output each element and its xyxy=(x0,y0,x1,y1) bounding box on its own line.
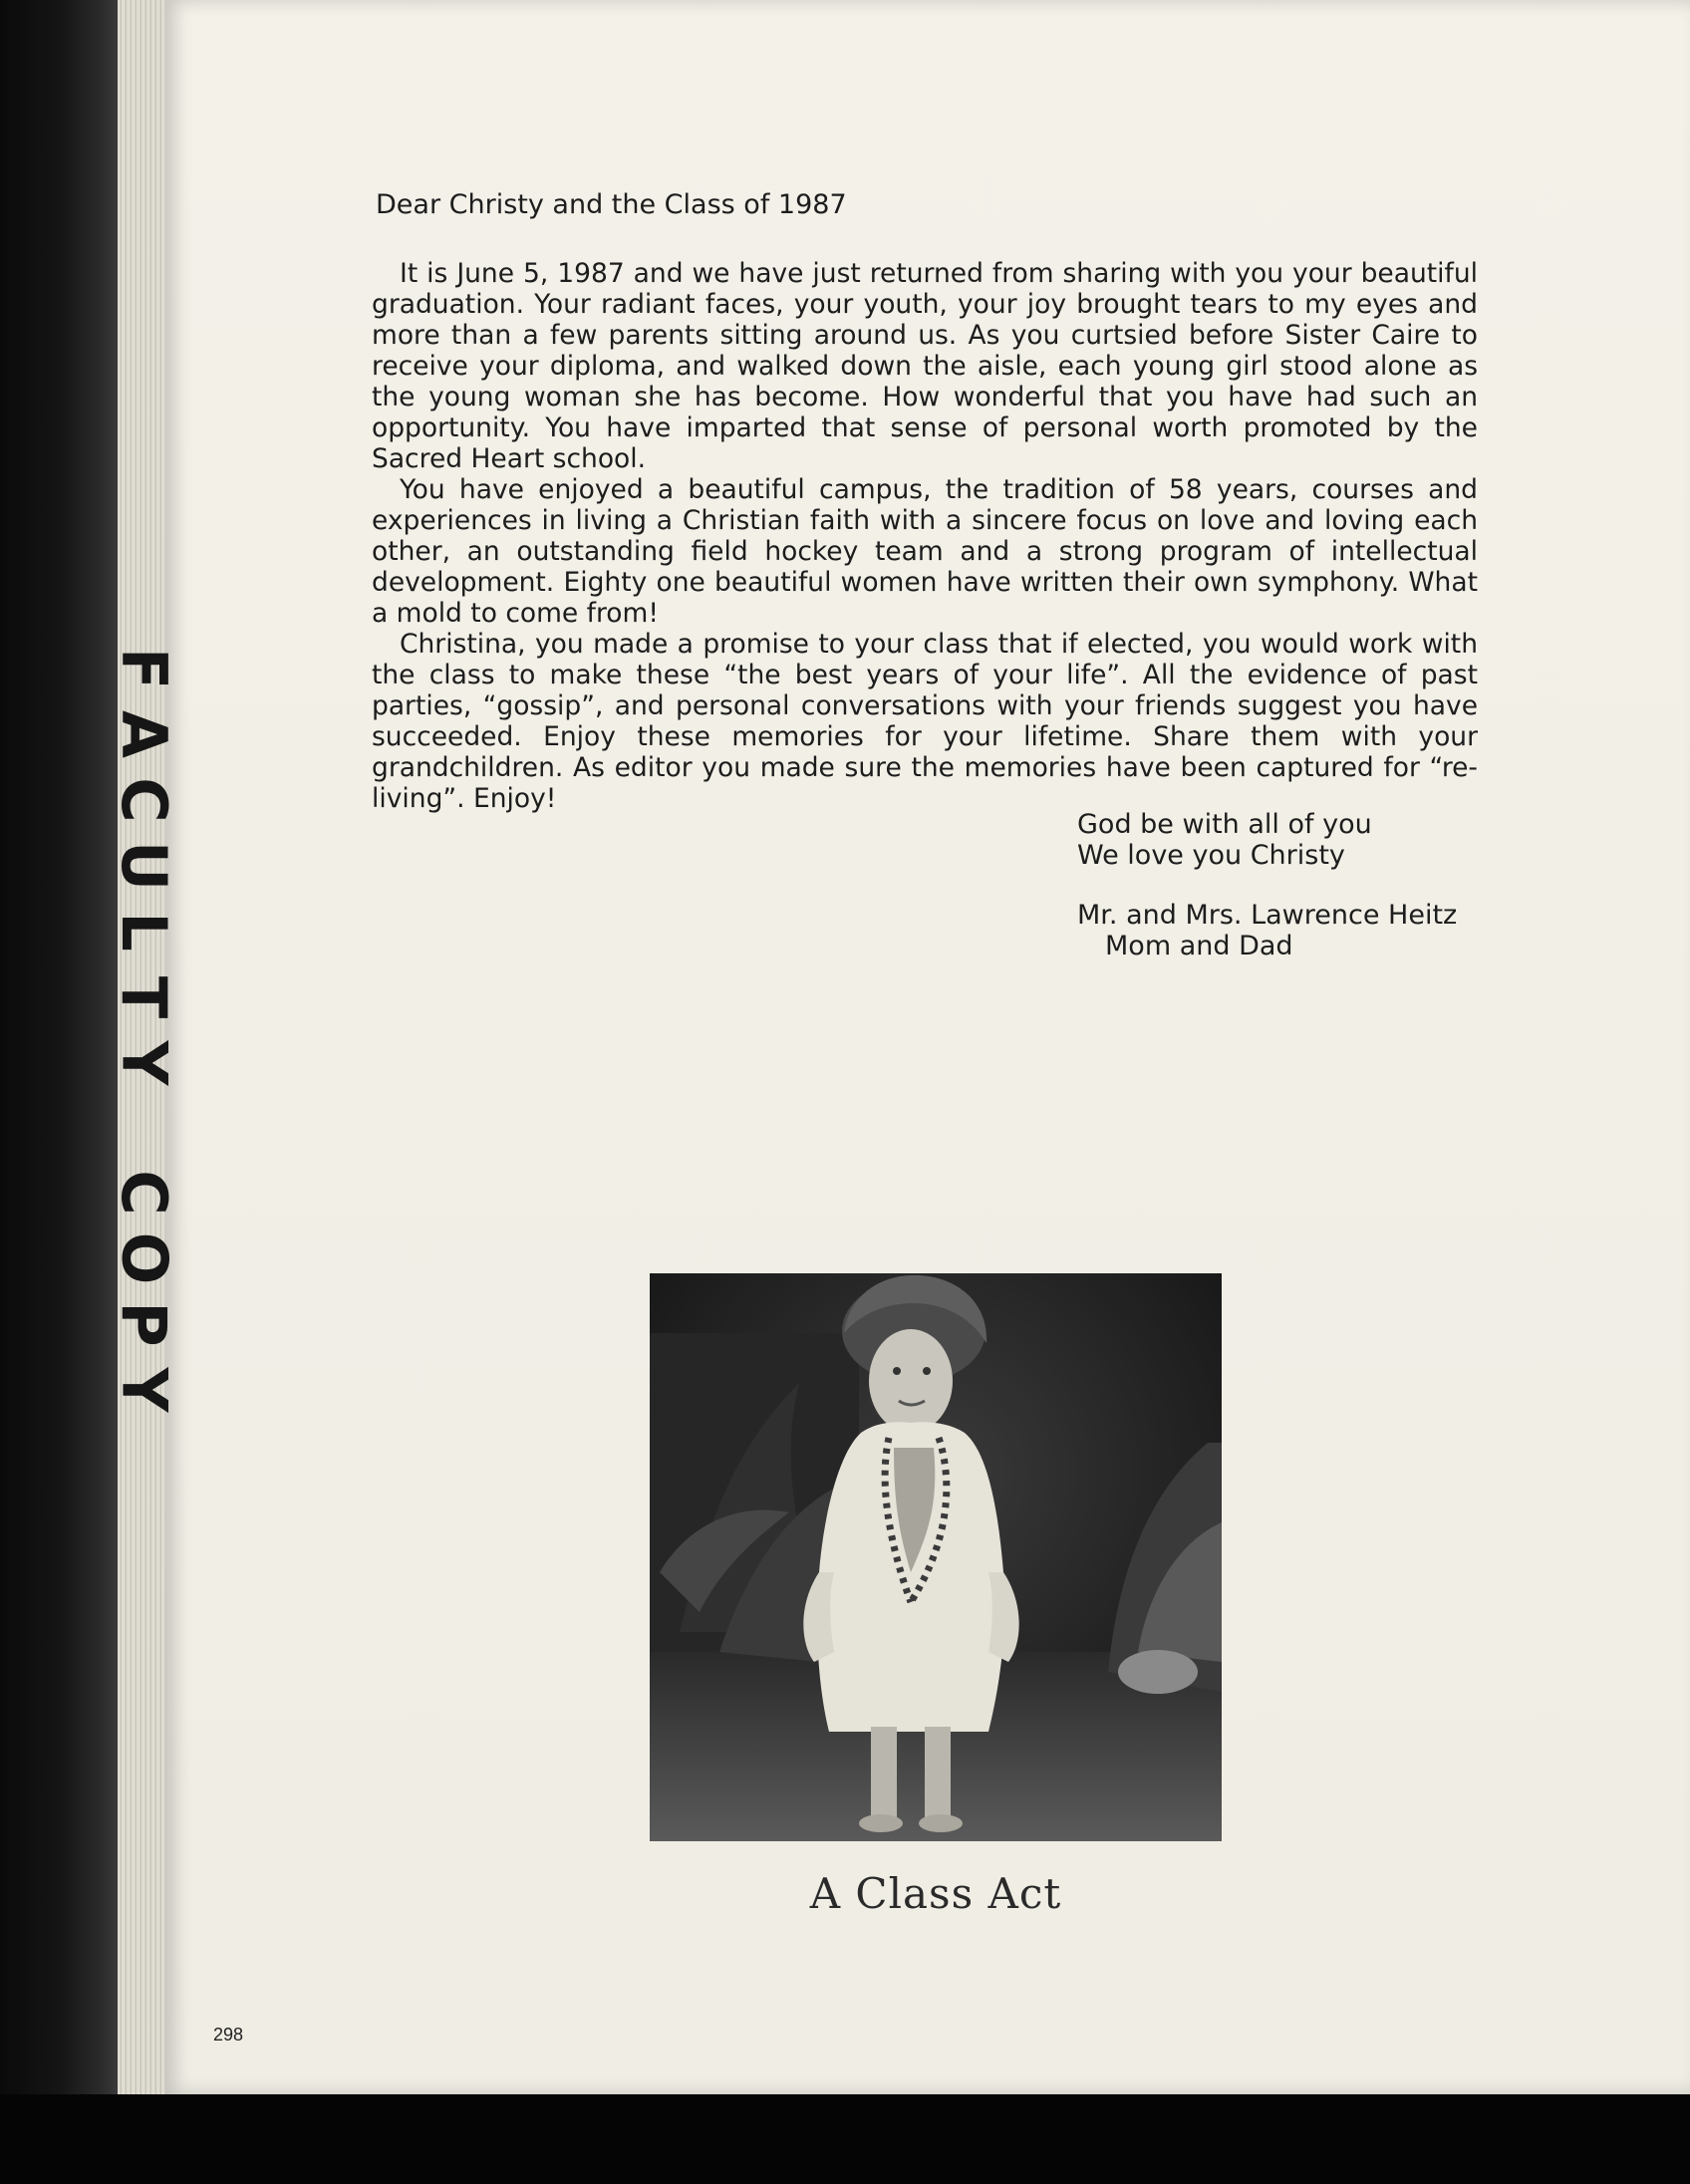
letter-paragraph: It is June 5, 1987 and we have just returned from sharing with you your beautiful graduation. Your radiant faces, your youth, your joy brought tears to my eyes and more than a few parents sitting around us. As you curtsied before Sister Caire to receive your diploma, and walked down the aisle, each young girl stood alone as the young woman she has become. How wonderful that you have had such an opportunity. You have imparted that sense of personal worth promoted by the Sacred Heart school. xyxy=(372,258,1478,474)
stamp-letter: U xyxy=(107,840,180,892)
child-photo xyxy=(650,1273,1222,1841)
stamp-letter: T xyxy=(107,975,180,1019)
signature-gap xyxy=(1077,871,1476,900)
letter-salutation: Dear Christy and the Class of 1987 xyxy=(376,189,847,220)
scan-border xyxy=(0,2094,1690,2184)
stamp-letter: Y xyxy=(108,1040,180,1086)
faculty-copy-stamp xyxy=(107,638,180,1475)
stamp-letter: F xyxy=(107,647,180,690)
book-spine xyxy=(0,0,118,2094)
letter-signature xyxy=(1077,809,1476,961)
signature-line: We love you Christy xyxy=(1077,840,1345,871)
stamp-letter: Y xyxy=(108,1367,180,1413)
signature-line: God be with all of you xyxy=(1077,809,1372,840)
signature-line: Mom and Dad xyxy=(1105,931,1293,961)
photo-caption: A Class Act xyxy=(809,1869,1062,1918)
stamp-letter: A xyxy=(107,710,180,758)
stamp-letter: L xyxy=(107,912,180,952)
page-number: 298 xyxy=(213,2025,244,2045)
stamp-letter: O xyxy=(108,1231,180,1285)
stamp-letter: P xyxy=(107,1301,180,1347)
stamp-letter: C xyxy=(107,777,180,823)
signature-line: Mr. and Mrs. Lawrence Heitz xyxy=(1077,900,1458,931)
photo-illustration xyxy=(650,1273,1222,1841)
stamp-letter: C xyxy=(107,1170,180,1216)
letter-paragraph: You have enjoyed a beautiful campus, the tradition of 58 years, courses and experiences in living a Christian faith with a sincere focus on love and loving each other, an outstanding field hockey team and a strong program of intellectual development. Eighty one beautiful women have written their own symphony. What a mold to come from! xyxy=(372,474,1478,629)
letter-paragraph: Christina, you made a promise to your class that if elected, you would work with the class to make these “the best years of your life”. All the evidence of past parties, “gossip”, and personal conversations with your friends suggest you have succeeded. Enjoy these memories for your lifetime. Share them with your grandchildren. As editor you made sure the memories have been captured for “re-living”. Enjoy! xyxy=(372,629,1478,814)
letter-body xyxy=(372,189,1478,814)
